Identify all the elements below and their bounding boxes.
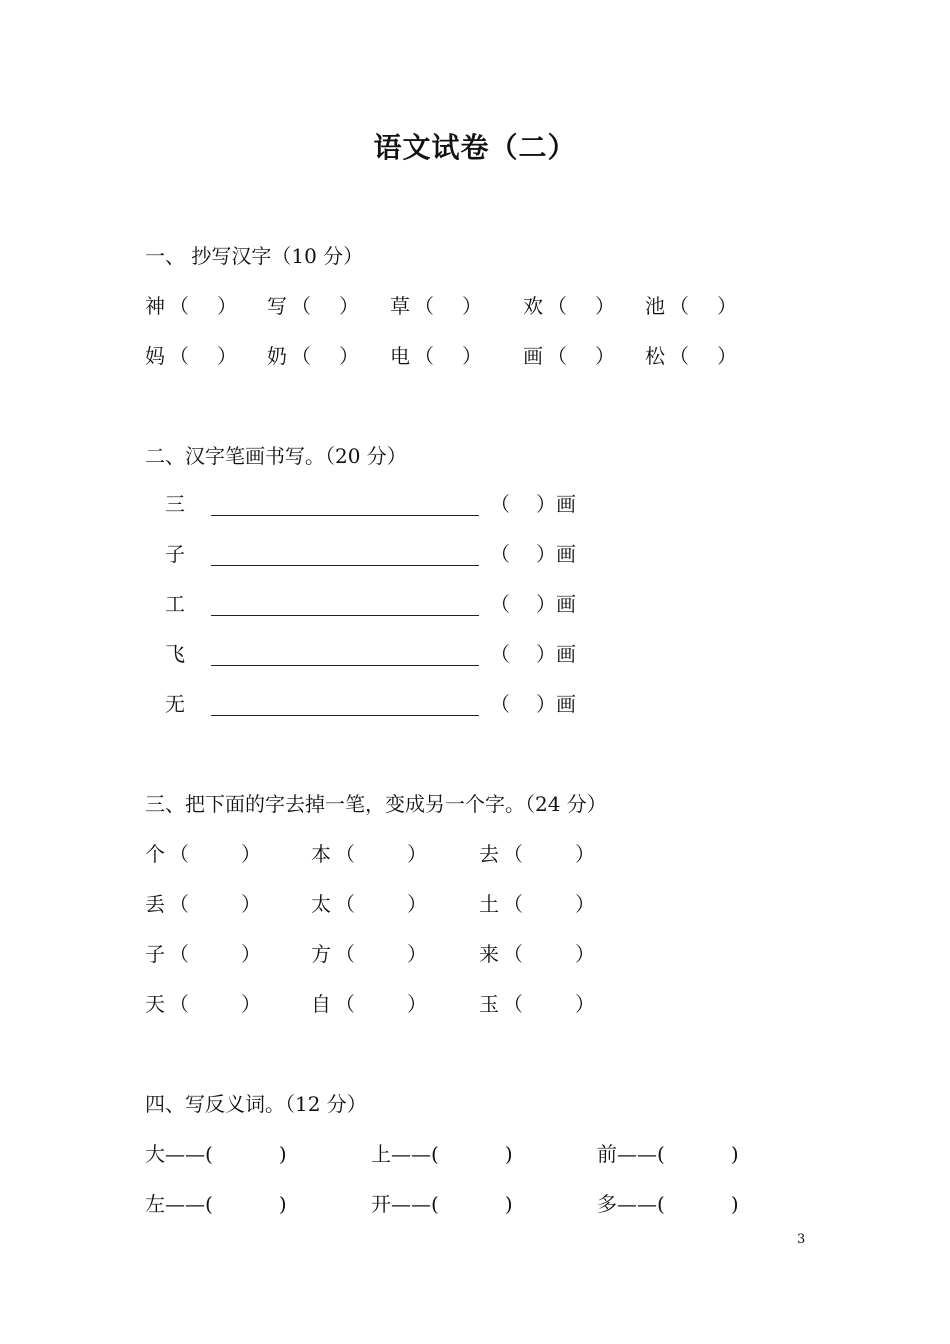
remove-stroke-item — [479, 838, 595, 867]
stroke-count-close: ） — [536, 692, 556, 716]
remove-stroke-item — [479, 988, 595, 1017]
stroke-suffix: 画 — [556, 592, 576, 616]
answer-paren-close: ） — [339, 344, 359, 368]
answer-paren-open: （ — [669, 294, 689, 318]
answer-paren-close: ） — [575, 942, 595, 966]
section2-heading: 二、汉字笔画书写。（20 分） — [145, 444, 407, 468]
stroke-row — [165, 488, 625, 518]
stroke-char: 三 — [165, 492, 185, 516]
copy-char: 电 — [390, 344, 410, 368]
answer-paren-open: （ — [547, 294, 567, 318]
stroke-suffix: 画 — [556, 642, 576, 666]
stroke-suffix: 画 — [556, 492, 576, 516]
copy-char: 池 — [645, 294, 665, 318]
answer-paren-close: ） — [407, 892, 427, 916]
remove-stroke-char: 丢 — [145, 892, 165, 916]
answer-paren-open: （ — [335, 942, 355, 966]
page-number: 3 — [797, 1232, 806, 1247]
copy-char: 欢 — [523, 294, 543, 318]
remove-stroke-item — [311, 988, 427, 1017]
antonym-prompt: 上——( — [371, 1142, 439, 1166]
antonym-close: ) — [278, 1142, 287, 1166]
stroke-count-open: （ — [490, 592, 510, 616]
remove-stroke-char: 本 — [311, 842, 331, 866]
remove-stroke-item — [479, 938, 595, 967]
remove-stroke-item — [145, 838, 261, 867]
stroke-row — [165, 638, 625, 668]
stroke-char: 飞 — [165, 642, 185, 666]
remove-stroke-char: 去 — [479, 842, 499, 866]
antonym-item — [371, 1138, 513, 1167]
copy-char: 妈 — [145, 344, 165, 368]
answer-paren-open: （ — [335, 842, 355, 866]
stroke-count-close: ） — [536, 542, 556, 566]
copy-item — [390, 290, 482, 319]
page-title: 语文试卷（二） — [373, 131, 577, 164]
stroke-count-open: （ — [490, 492, 510, 516]
answer-paren-close: ） — [407, 942, 427, 966]
remove-stroke-char: 天 — [145, 992, 165, 1016]
answer-paren-open: （ — [669, 344, 689, 368]
antonym-item — [145, 1138, 287, 1167]
stroke-count-close: ） — [536, 642, 556, 666]
copy-char: 写 — [267, 294, 287, 318]
remove-stroke-item — [145, 988, 261, 1017]
copy-char: 奶 — [267, 344, 287, 368]
stroke-char: 子 — [165, 542, 185, 566]
copy-char: 画 — [523, 344, 543, 368]
section3-heading: 三、把下面的字去掉一笔，变成另一个字。（24 分） — [145, 792, 607, 816]
answer-paren-open: （ — [335, 892, 355, 916]
remove-stroke-char: 方 — [311, 942, 331, 966]
copy-item — [523, 340, 615, 369]
answer-paren-close: ） — [217, 344, 237, 368]
stroke-writing-line[interactable] — [211, 665, 479, 666]
remove-stroke-item — [311, 838, 427, 867]
remove-stroke-char: 来 — [479, 942, 499, 966]
answer-paren-open: （ — [169, 992, 189, 1016]
answer-paren-open: （ — [169, 842, 189, 866]
antonym-prompt: 大——( — [145, 1142, 213, 1166]
stroke-count — [490, 688, 576, 717]
answer-paren-close: ） — [462, 294, 482, 318]
answer-paren-close: ） — [407, 842, 427, 866]
stroke-writing-line[interactable] — [211, 715, 479, 716]
remove-stroke-item — [311, 938, 427, 967]
remove-stroke-char: 土 — [479, 892, 499, 916]
answer-paren-open: （ — [503, 842, 523, 866]
remove-stroke-char: 玉 — [479, 992, 499, 1016]
answer-paren-close: ） — [717, 294, 737, 318]
answer-paren-open: （ — [169, 892, 189, 916]
answer-paren-close: ） — [241, 892, 261, 916]
copy-char: 神 — [145, 294, 165, 318]
answer-paren-open: （ — [291, 294, 311, 318]
stroke-count-open: （ — [490, 692, 510, 716]
copy-item — [390, 340, 482, 369]
stroke-writing-line[interactable] — [211, 515, 479, 516]
stroke-count-open: （ — [490, 642, 510, 666]
answer-paren-close: ） — [595, 344, 615, 368]
answer-paren-close: ） — [462, 344, 482, 368]
remove-stroke-char: 个 — [145, 842, 165, 866]
stroke-row — [165, 538, 625, 568]
stroke-count — [490, 488, 576, 517]
antonym-prompt: 左——( — [145, 1192, 213, 1216]
antonym-close: ) — [730, 1142, 739, 1166]
stroke-row — [165, 688, 625, 718]
copy-item — [645, 340, 737, 369]
antonym-close: ) — [504, 1142, 513, 1166]
copy-char: 草 — [390, 294, 410, 318]
remove-stroke-item — [145, 888, 261, 917]
answer-paren-open: （ — [169, 344, 189, 368]
stroke-count — [490, 538, 576, 567]
antonym-close: ) — [504, 1192, 513, 1216]
answer-paren-open: （ — [169, 294, 189, 318]
answer-paren-close: ） — [339, 294, 359, 318]
stroke-count-open: （ — [490, 542, 510, 566]
answer-paren-open: （ — [503, 942, 523, 966]
copy-item — [267, 290, 359, 319]
answer-paren-close: ） — [241, 942, 261, 966]
answer-paren-open: （ — [503, 892, 523, 916]
copy-item — [145, 290, 237, 319]
copy-item — [145, 340, 237, 369]
answer-paren-close: ） — [575, 892, 595, 916]
stroke-char: 工 — [165, 592, 185, 616]
copy-item — [523, 290, 615, 319]
copy-item — [645, 290, 737, 319]
copy-char: 松 — [645, 344, 665, 368]
answer-paren-close: ） — [241, 992, 261, 1016]
stroke-char: 无 — [165, 692, 185, 716]
answer-paren-open: （ — [503, 992, 523, 1016]
remove-stroke-item — [311, 888, 427, 917]
stroke-count — [490, 588, 576, 617]
remove-stroke-item — [479, 888, 595, 917]
section4-heading: 四、写反义词。（12 分） — [145, 1092, 367, 1116]
antonym-prompt: 开——( — [371, 1192, 439, 1216]
stroke-count-close: ） — [536, 592, 556, 616]
antonym-close: ) — [278, 1192, 287, 1216]
answer-paren-open: （ — [335, 992, 355, 1016]
section1-heading: 一、 抄写汉字（10 分） — [145, 244, 364, 268]
antonym-item — [371, 1188, 513, 1217]
answer-paren-open: （ — [169, 942, 189, 966]
stroke-writing-line[interactable] — [211, 565, 479, 566]
answer-paren-close: ） — [217, 294, 237, 318]
stroke-writing-line[interactable] — [211, 615, 479, 616]
remove-stroke-char: 自 — [311, 992, 331, 1016]
answer-paren-open: （ — [414, 294, 434, 318]
stroke-row — [165, 588, 625, 618]
stroke-suffix: 画 — [556, 542, 576, 566]
remove-stroke-item — [145, 938, 261, 967]
remove-stroke-char: 子 — [145, 942, 165, 966]
answer-paren-close: ） — [407, 992, 427, 1016]
answer-paren-close: ） — [241, 842, 261, 866]
answer-paren-open: （ — [291, 344, 311, 368]
answer-paren-close: ） — [595, 294, 615, 318]
answer-paren-open: （ — [414, 344, 434, 368]
stroke-suffix: 画 — [556, 692, 576, 716]
antonym-prompt: 多——( — [597, 1192, 665, 1216]
antonym-prompt: 前——( — [597, 1142, 665, 1166]
remove-stroke-char: 太 — [311, 892, 331, 916]
answer-paren-close: ） — [575, 842, 595, 866]
answer-paren-close: ） — [717, 344, 737, 368]
copy-item — [267, 340, 359, 369]
stroke-count-close: ） — [536, 492, 556, 516]
antonym-item — [145, 1188, 287, 1217]
stroke-count — [490, 638, 576, 667]
antonym-close: ) — [730, 1192, 739, 1216]
answer-paren-close: ） — [575, 992, 595, 1016]
antonym-item — [597, 1188, 739, 1217]
antonym-item — [597, 1138, 739, 1167]
answer-paren-open: （ — [547, 344, 567, 368]
